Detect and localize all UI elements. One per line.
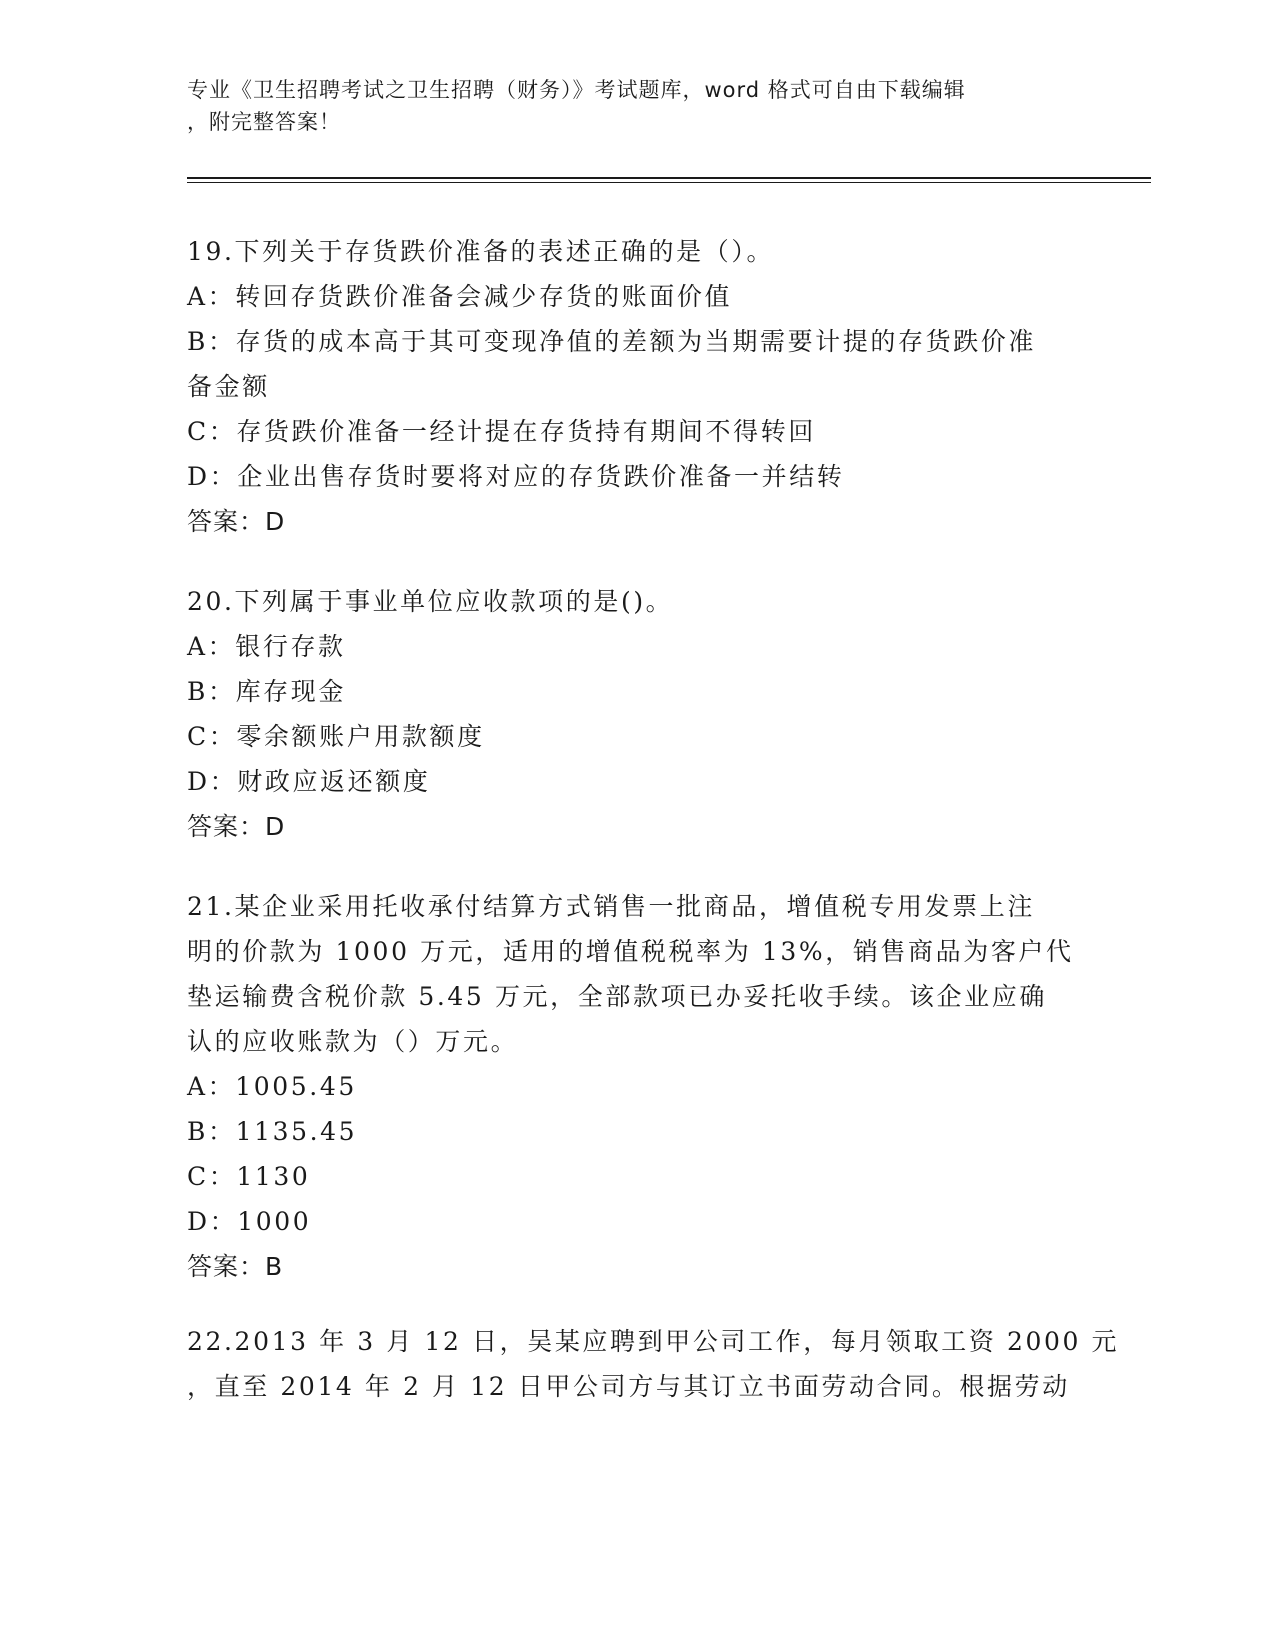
question-22 [187,1319,1120,1409]
option-a: A：转回存货跌价准备会减少存货的账面价值 [187,282,733,311]
answer: 答案：D [187,507,286,536]
question-stem-line-4: 认的应收账款为（）万元。 [187,1027,519,1056]
option-c: C：零余额账户用款额度 [187,722,485,751]
question-21 [187,884,1087,1289]
option-b-continued: 备金额 [187,372,270,401]
question-stem: 19.下列关于存货跌价准备的表述正确的是（）。 [187,237,775,266]
option-b: B：1135.45 [187,1117,358,1146]
option-d: D：1000 [187,1207,312,1236]
question-stem-line-1: 21.某企业采用托收承付结算方式销售一批商品，增值税专用发票上注 [187,892,1035,921]
option-b: B：存货的成本高于其可变现净值的差额为当期需要计提的存货跌价准 [187,327,1036,356]
answer: 答案：D [187,812,286,841]
header-line-2: ，附完整答案！ [187,110,341,134]
question-stem: 20.下列属于事业单位应收款项的是()。 [187,587,674,616]
option-b: B：库存现金 [187,677,346,706]
option-c: C：存货跌价准备一经计提在存货持有期间不得转回 [187,417,816,446]
answer: 答案：B [187,1252,284,1281]
question-stem-line-2: ，直至 2014 年 2 月 12 日甲公司方与其订立书面劳动合同。根据劳动 [187,1372,1070,1401]
question-stem-line-2: 明的价款为 1000 万元，适用的增值税税率为 13%，销售商品为客户代 [187,937,1074,966]
option-d: D：财政应返还额度 [187,767,431,796]
header-divider-thin [187,182,1151,183]
question-20 [187,579,1087,849]
question-stem-line-3: 垫运输费含税价款 5.45 万元，全部款项已办妥托收手续。该企业应确 [187,982,1047,1011]
option-d: D：企业出售存货时要将对应的存货跌价准备一并结转 [187,462,845,491]
option-a: A：1005.45 [187,1072,357,1101]
question-19 [187,229,1087,544]
document-header [187,74,1067,138]
question-stem-line-1: 22.2013 年 3 月 12 日，吴某应聘到甲公司工作，每月领取工资 2000 元 [187,1327,1120,1356]
option-c: C：1130 [187,1162,311,1191]
header-line-1: 专业《卫生招聘考试之卫生招聘（财务）》考试题库，word 格式可自由下载编辑 [187,78,966,102]
option-a: A：银行存款 [187,632,346,661]
header-divider-thick [187,177,1151,179]
